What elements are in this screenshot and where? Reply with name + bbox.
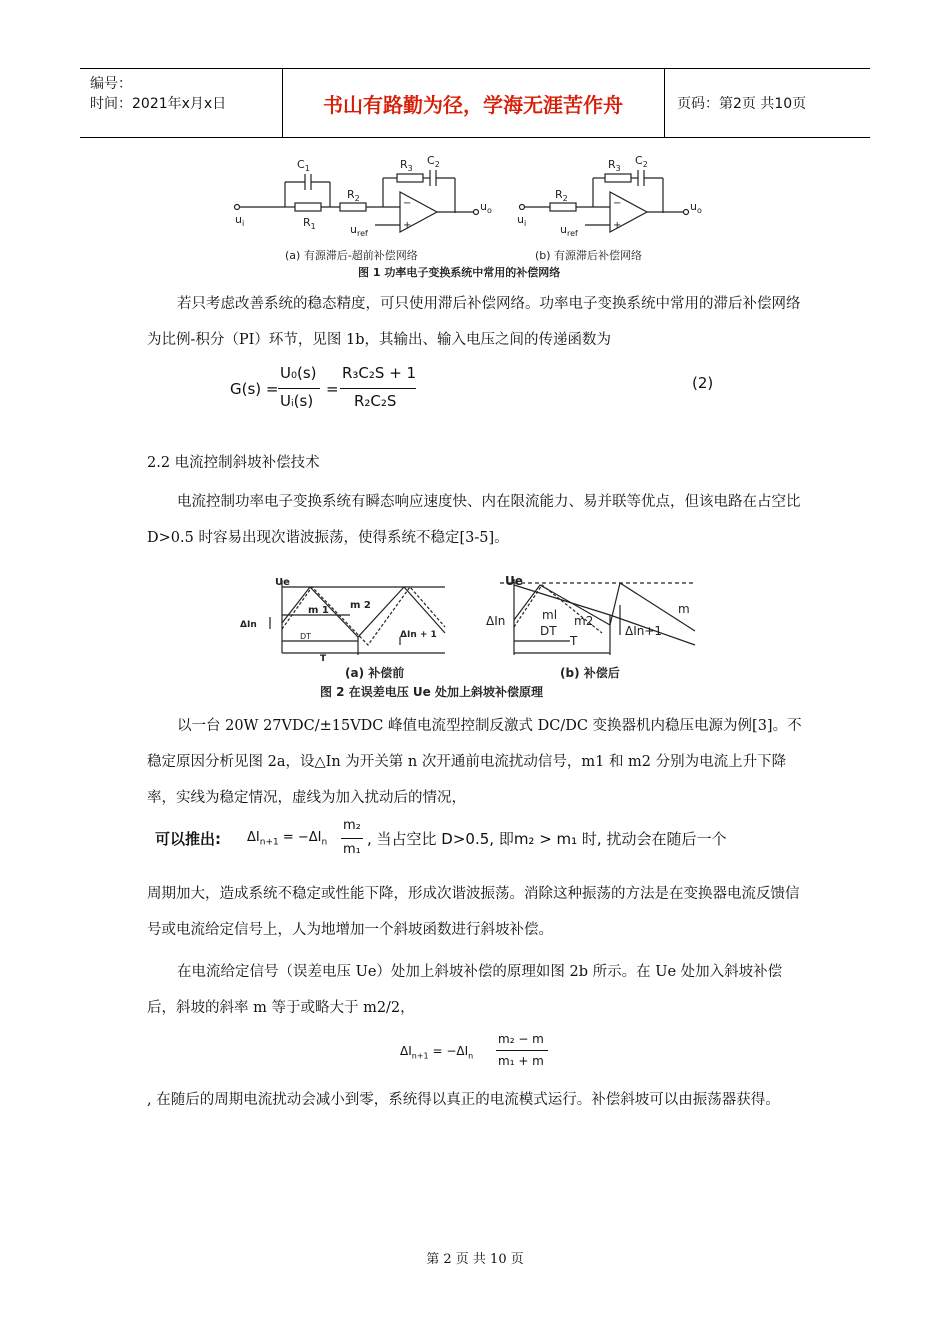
fig2-caption-b: (b) 补偿后 <box>560 666 620 680</box>
label-uref-b: u <box>560 223 567 236</box>
eq3-lhs: ΔI <box>247 830 260 845</box>
label-t-b: T <box>570 634 578 648</box>
label-ui-b-sub: i <box>523 219 527 228</box>
fraction-bar <box>340 388 416 389</box>
eq4-num: m₂ − m <box>498 1032 544 1046</box>
svg-text:C2 <box>635 154 648 169</box>
svg-text:+: + <box>403 220 412 231</box>
svg-text:ui <box>517 213 526 228</box>
fraction-bar <box>341 838 363 839</box>
page-footer: 第 2 页 共 10 页 <box>426 1252 524 1267</box>
svg-text:ui <box>235 213 244 228</box>
label-ue-b: Ue <box>505 575 523 588</box>
section-heading: 2.2 电流控制斜坡补偿技术 <box>147 455 320 471</box>
label-dt: DT <box>300 632 312 641</box>
paragraph: 在电流给定信号（误差电压 Ue）处加上斜坡补偿的原理如图 2b 所示。在 Ue 处加入斜坡补偿后，斜坡的斜率 m 等于或略大于 m2/2， <box>147 964 783 1016</box>
label-delta-in-b: ΔIn <box>486 614 506 628</box>
label-r2-b-sub: 2 <box>562 194 568 203</box>
label-r3-b: R <box>608 158 616 171</box>
eq3-mid: = −ΔI <box>282 830 322 845</box>
svg-text:C1 <box>297 158 310 173</box>
label-ui: u <box>235 213 242 226</box>
header-info-cell <box>80 69 282 137</box>
label-ue: Ue <box>275 577 290 588</box>
label-r1-sub: 1 <box>310 222 316 231</box>
fig1-caption-b: (b) 有源滞后补偿网络 <box>535 249 643 262</box>
label-r2-sub: 2 <box>354 194 360 203</box>
label-uo-b: u <box>690 200 697 213</box>
label-c2: C <box>427 154 435 167</box>
eq4-lhs-sub: n+1 <box>411 1051 429 1061</box>
label-c2-sub: 2 <box>434 160 440 169</box>
fig2-caption-a: (a) 补偿前 <box>345 666 405 680</box>
svg-text:R1 <box>303 216 316 231</box>
eq4-mid-sub: n <box>468 1051 474 1061</box>
header-divider <box>282 69 283 137</box>
svg-text:C2 <box>427 154 440 169</box>
header-motto: 书山有路勤为径，学海无涯苦作舟 <box>323 92 623 117</box>
label-uref: u <box>350 223 357 236</box>
label-r2-b: R <box>555 188 563 201</box>
equation-3-line <box>155 818 855 868</box>
date-label: 时间：2021年x月x日 <box>90 96 227 112</box>
label-uo-sub: o <box>486 206 492 215</box>
paragraph: 电流控制功率电子变换系统有瞬态响应速度快、内在限流能力、易并联等优点，但该电路在占空比 D>0.5 时容易出现次谐波振荡，使得系统不稳定[3-5]。 <box>147 494 801 546</box>
svg-text:uo <box>480 200 492 215</box>
paragraph: 以一台 20W 27VDC/±15VDC 峰值电流型控制反激式 DC/DC 变换器机内稳压电源为例[3]。不稳定原因分析见图 2a，设△In 为开关第 n 次开通前电流扰动信号，m1 和 m2 分别为电流上升下降率，实线为稳定情况，虚线为加入扰动后的情况， <box>147 718 802 806</box>
fig2-caption: 图 2 在误差电压 Ue 处加上斜坡补偿原理 <box>320 685 543 699</box>
label-uo-b-sub: o <box>696 206 702 215</box>
label-t: T <box>320 654 327 664</box>
equation-4 <box>400 1032 600 1076</box>
svg-text:R2 <box>347 188 360 203</box>
eq4-lhs: ΔI <box>400 1044 412 1058</box>
paragraph: , 在随后的周期电流扰动会减小到零，系统得以真正的电流模式运行。补偿斜坡可以由振荡器获得。 <box>147 1092 780 1108</box>
eq4-lhs-group <box>400 1044 473 1060</box>
page-label: 页码：第2页 共10页 <box>677 96 807 112</box>
label-delta-in1: ΔIn + 1 <box>400 630 437 640</box>
page-header <box>80 68 870 138</box>
svg-text:R3 <box>400 158 413 173</box>
eq3-num: m₂ <box>343 818 361 833</box>
svg-text:R2 <box>555 188 568 203</box>
svg-text:−: − <box>613 198 622 209</box>
label-m2: m 2 <box>350 600 371 611</box>
eq2-lhs: G(s) = <box>230 380 279 398</box>
label-c2-b: C <box>635 154 643 167</box>
figure-1 <box>225 150 725 280</box>
svg-text:uo <box>690 200 702 215</box>
eq3-den: m₁ <box>343 842 361 857</box>
eq3-prefix: 可以推出: <box>155 830 221 848</box>
eq2-den1: Uᵢ(s) <box>280 392 314 410</box>
figure-2 <box>240 575 710 703</box>
eq2-num2: R₃C₂S + 1 <box>342 364 417 382</box>
label-r3-sub: 3 <box>407 164 413 173</box>
paragraph: 若只考虑改善系统的稳态精度，可只使用滞后补偿网络。功率电子变换系统中常用的滞后补偿网络为比例-积分（PI）环节，见图 1b，其输出、输入电压之间的传递函数为 <box>147 296 801 348</box>
fig1-caption: 图 1 功率电子变换系统中常用的补偿网络 <box>358 266 561 279</box>
eq3-suffix: , 当占空比 D>0.5, 即m₂ > m₁ 时, 扰动会在随后一个 <box>367 830 727 848</box>
label-delta-in1-b: ΔIn+1 <box>625 624 663 638</box>
eq3-mid-sub: n <box>321 837 328 848</box>
eq2-num1: U₀(s) <box>280 364 317 382</box>
fraction-bar <box>496 1050 548 1051</box>
svg-text:−: − <box>403 198 412 209</box>
eq3-lhs-group <box>247 830 327 848</box>
label-m1-b: ml <box>542 608 558 622</box>
label-delta-in: ΔIn <box>240 620 257 630</box>
label-m1: m 1 <box>308 605 329 616</box>
label-uo: u <box>480 200 487 213</box>
label-uref-sub: ref <box>356 229 368 238</box>
label-ui-sub: i <box>241 219 245 228</box>
label-r1: R <box>303 216 311 229</box>
label-ui-b: u <box>517 213 524 226</box>
eq4-den: m₁ + m <box>498 1054 544 1068</box>
svg-text:+: + <box>613 220 622 231</box>
eq2-eq: = <box>326 380 339 398</box>
label-uref-b-sub: ref <box>566 229 578 238</box>
label-c1: C <box>297 158 305 171</box>
svg-text:R3 <box>608 158 621 173</box>
eq2-tag: (2) <box>692 374 714 392</box>
label-m2-b: m2 <box>574 614 594 628</box>
label-c2-b-sub: 2 <box>642 160 648 169</box>
eq4-mid: = −ΔI <box>432 1044 469 1058</box>
eq3-lhs-sub: n+1 <box>259 837 279 848</box>
label-dt-b: DT <box>540 624 557 638</box>
label-c1-sub: 1 <box>304 164 310 173</box>
svg-text:uref <box>350 223 368 238</box>
paragraph: 周期加大，造成系统不稳定或性能下降，形成次谐波振荡。消除这种振荡的方法是在变换器电流反馈信号或电流给定信号上，人为地增加一个斜坡函数进行斜坡补偿。 <box>147 886 800 938</box>
fig1-caption-a: (a) 有源滞后-超前补偿网络 <box>285 249 418 262</box>
label-r3-b-sub: 3 <box>615 164 621 173</box>
equation-2 <box>230 364 730 420</box>
label-m-b: m <box>678 602 690 616</box>
number-label: 编号： <box>90 76 132 92</box>
label-r3: R <box>400 158 408 171</box>
fraction-bar <box>278 388 320 389</box>
eq2-den2: R₂C₂S <box>354 392 397 410</box>
label-r2: R <box>347 188 355 201</box>
svg-text:uref <box>560 223 578 238</box>
